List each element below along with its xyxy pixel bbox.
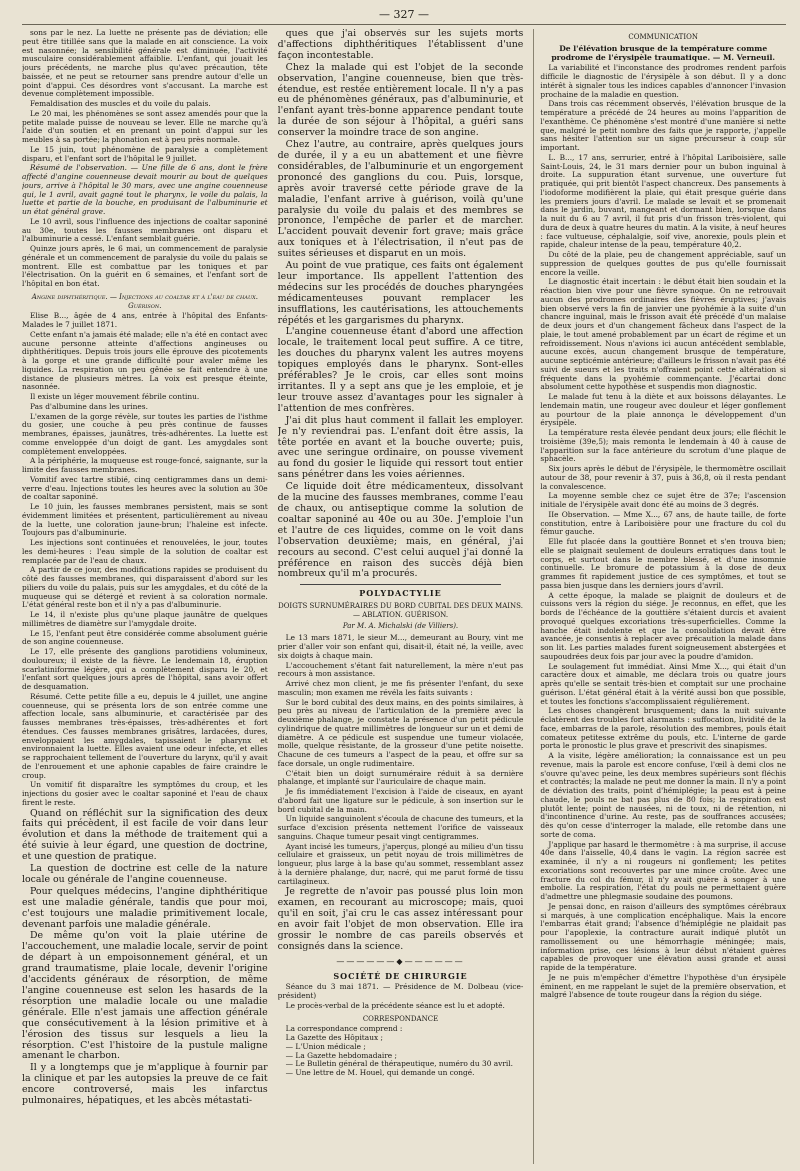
paragraph: La question de doctrine est celle de la nature locale ou générale de l'angine couenneuse.	[22, 863, 268, 885]
paragraph: Quand on réfléchit sur la signification des deux faits qui précèdent, il est facile de voir dans leur évolution et dans la méthode de traitement qui a été suivie à leur égard, une question de doctrine, et une question de pratique.	[22, 807, 268, 863]
paragraph: A la visite, légère amélioration; la connaissance est un peu revenue, mais la parole est encore confuse, l'œil à demi clos ne s'ouvre qu'avec peine, les deux membres supérieurs sont fléchis et contractés; la malade ne peut me donner la main. Il n'y a point de déviation des traits, point d'hémiplégie; la peau est à peine chaude, le pouls ne bat pas plus de 80 fois; la respiration est plutôt lente; point de nausées, ni de toux, ni de rétention, ni d'incontinence d'urine. Au reste, pas de souffrances accusées; dès qu'on cesse d'interroger la malade, elle retombe dans une sorte de coma.	[540, 751, 786, 839]
ornamental-divider: ——————◆——————	[336, 956, 465, 966]
correspondence-heading: CORRESPONDANCE	[362, 1014, 439, 1023]
list-item: — L'Union médicale ;	[285, 1041, 366, 1051]
paragraph: Il y a longtemps que je m'applique à fournir par la clinique et par les autopsies la preuve de ce fait encore controversé, mais les infarctus pulmonaires, hépatiques, et les abcès métastati-	[22, 1062, 268, 1107]
paragraph: L. B..., 17 ans, serrurier, entré à l'hôpital Lariboisière, salle Saint-Louis, 24, le 31 mars dernier pour un bubon inguinal à droite. La suppuration étant survenue, une ouverture fut pratiquée, qui prit bientôt l'aspect chancreux. Des pansements à l'iodoforme modifièrent la plaie, qui était presque guérie dans les premiers jours d'avril. Le malade se levait et se promenait dans le jardin, buvant, mangeant et dormant bien, lorsque dans la nuit du 6 au 7 avril, il fut pris d'un frisson très-violent, qui dura de deux à quatre heures du matin. A la visite, à neuf heures : face vultueuse, céphalalgie, soif vive, anorexie, pouls plein et rapide, chaleur intense de la peau, température 40,2.	[540, 152, 786, 250]
column-1	[22, 29, 268, 1164]
section-title: POLYDACTYLIE	[359, 588, 442, 599]
paragraph: Le 15, l'enfant peut être considérée comme absolument guérie de son angine couenneuse.	[22, 628, 268, 647]
paragraph: Chez l'autre, au contraire, après quelques jours de durée, il y a eu un abattement et une fièvre considérables, de l'albuminurie et un engorgement prononcé des ganglions du cou. Puis, lorsque, après avoir traversé cette période grave de la maladie, l'enfant arrive à guérison, voilà qu'une paralysie du voile du palais et des membres se prononce, l'empêche de parler et de marcher. L'accident pouvait devenir fort grave; mais grâce aux toniques et à l'électrisation, il n'eut pas de suites sérieuses et disparut en un mois.	[277, 139, 524, 260]
paragraph: De même qu'on voit la plaie utérine de l'accouchement, une maladie locale, servir de point de départ à un empoisonnement général, et un grand traumatisme, plaie locale, devenir l'origine d'accidents généraux de résorption, de même l'angine couenneuse est selon les hasards de la résorption une maladie locale ou une maladie générale. Elle n'est jamais une affection générale que consécutivement à la lésion primitive et à l'érosion des tissus sur lesquels a lieu la résorption. C'est l'histoire de la pustule maligne amenant le charbon.	[22, 930, 268, 1062]
paragraph: Un vomitif fit disparaître les symptômes du croup, et les injections du gosier avec le coaltar saponiné et l'eau de chaux firent le reste.	[22, 780, 268, 807]
paragraph: Un liquide sanguinolent s'écoula de chacune des tumeurs, et la surface d'excision présenta nettement l'orifice de vaisseaux sanguins. Chaque tumeur pesait vingt centigrammes.	[277, 814, 524, 841]
paragraph: Le 13 mars 1871, le sieur M..., demeurant au Boury, vint me prier d'aller voir son enfant qui, disait-il, était né, la veille, avec six doigts à chaque main.	[277, 633, 524, 660]
paragraph: Quinze jours après, le 6 mai, un commencement de paralysie générale et un commencement de paralysie du voile du palais se montrent. Elle est combattue par les toniques et par l'électrisation. On la guérit en 6 semaines, et l'enfant sort de l'hôpital en bon état.	[22, 244, 268, 288]
paragraph: Sur le bord cubital des deux mains, en des points similaires, à peu près au niveau de l'articulation de la première avec la deuxième phalange, je constate la présence d'un petit pédicule cylindrique de quatre millimètres de longueur sur un et demi de diamètre. A ce pédicule est suspendue une tumeur violacée, molle, quelque résistante, de la grosseur d'une petite noisette. Chacune de ces tumeurs a l'aspect de la peau, et offre sur sa face dorsale, un ongle rudimentaire.	[277, 697, 524, 768]
paragraph: Le soulagement fut immédiat. Ainsi Mme X..., qui était d'un caractère doux et aimable, me déclara trois ou quatre jours après qu'elle se sentait très-bien et comptait sur une prochaine guérison. L'état général était à la vérité aussi bon que possible, et toutes les fonctions s'accomplissaient régulièrement.	[540, 661, 786, 706]
paragraph: A cette époque, la malade se plaignit de douleurs et de cuissons vers la région du siége. Je reconnus, en effet, que les bords de l'échéance de la gouttière s'étaient durcis et avaient provoqué quelques excoriations très-superficielles. Comme la hanche était indolente et que la consolidation devait être avancée, je consentis à replacer avec précaution la malade dans son lit. Les parties malades furent soigneusement abstergées et saupoudrées deux fois par jour avec la poudre d'amidon.	[540, 590, 786, 661]
paragraph: Séance du 3 mai 1871. — Présidence de M. Dolbeau (vice-président)	[277, 982, 524, 1000]
list-item: — Le Bulletin général de thérapeutique, numéro du 30 avril.	[285, 1059, 513, 1069]
paragraph: Les choses changèrent brusquement; dans la nuit suivante éclatèrent des troubles fort alarmants : suffocation, lividité de la face, embarras de la parole, résolution des membres, pouls était comateux petitesse extrême du pouls, etc. L'interne de garde porta le pronostic le plus grave et prescrivit des sinapismes.	[540, 706, 786, 751]
paragraph: Le 14, il n'existe plus qu'une plaque jaunâtre de quelques millimètres de diamètre sur l'amygdale droite.	[22, 610, 268, 628]
correspondence-list	[278, 1034, 524, 1078]
paragraph: C'était bien un doigt surnuméraire réduit à sa dernière phalange, et implanté sur l'auriculaire de chaque main.	[277, 768, 524, 787]
paragraph: Le procès-verbal de la précédente séance est lu et adopté.	[285, 1000, 505, 1010]
paragraph: Je ne puis m'empêcher d'émettre l'hypothèse d'un érysipèle éminent, en me rappelant le sujet de la première observation, et malgré l'absence de toute rougeur dans la région du siége.	[540, 972, 786, 1000]
paragraph: sons par le nez. La luette ne présente pas de déviation; elle peut être titillée sans que la malade en ait conscience. La voix est nasonnée; la sensibilité générale est diminuée, l'activité musculaire considérablement affaiblie. L'enfant, qui jouait les jours précédents, ne marche plus qu'avec précaution, tête baissée, et ne peut se retourner sans prendre autour d'elle un point d'appui. Ces désordres vont s'accusant. La marche est devenue complètement impossible.	[22, 29, 268, 99]
paragraph: Résumé. Cette petite fille a eu, depuis le 4 juillet, une angine couenneuse, qui se présenta lors de son entrée comme une affection locale, sans albuminurie, et caractérisée par des fausses membranes très-épaisses, très-adhérentes et fort étendues. Ces fausses membranes grisâtres, lardacées, dures, enveloppaient les amygdales, tapissaient le pharynx et environnaient la luette. Elles avaient une odeur infecte, et elles se rapprochaient tellement de l'ouverture du larynx, qu'il y avait de l'enrouement et une aphonie capables de faire craindre le croup.	[22, 691, 268, 780]
paragraph: Le 15 juin, tout phénomène de paralysie a complètement disparu, et l'enfant sort de l'hôpital le 9 juillet.	[22, 144, 268, 163]
paragraph: IIe Observation. — Mme X..., 67 ans, de haute taille, de forte constitution, entre à Lariboisière pour une fracture du col du fémur gauche.	[540, 509, 786, 537]
columns	[22, 29, 786, 1164]
paragraph: Le 20 mai, les phénomènes se sont assez amendés pour que la petite malade puisse de nouveau se lever. Elle ne marche qu'à l'aide d'un soutien et en prenant un point d'appui sur les meubles à sa portée; la phonation est à peu près normale.	[22, 108, 268, 144]
observation-heading: Angine diphthéritique. — Injections au coaltar et à l'eau de chaux. Guérison.	[31, 292, 258, 310]
paragraph: Vomitif avec tartre stibié, cinq centigrammes dans un demi-verre d'eau. Injections toutes les heures avec la solution au 30e de coaltar saponiné.	[22, 474, 268, 502]
paragraph: Ayant incisé les tumeurs, j'aperçus, plongé au milieu d'un tissu cellulaire et graisseux, un petit noyau de trois millimètres de longueur, plus large à la base qu'au sommet, ressemblant assez à la dernière phalange, dur, nacré, qui me parut formé de tissu cartilagineux.	[277, 841, 524, 886]
paragraph: La variabilité et l'inconstance des prodromes rendent parfois difficile le diagnostic de l'érysipèle à son début. Il y a donc intérêt à signaler tous les indices capables d'annoncer l'invasion prochaine de la maladie en question.	[540, 63, 786, 99]
paragraph: Ce liquide doit être médicamenteux, dissolvant de la mucine des fausses membranes, comme l'eau de chaux, ou antiseptique comme la solution de coaltar saponiné au 40e ou au 30e. J'emploie l'un et l'autre de ces liquides, comme on le voit dans l'observation deuxième; mais, en général, j'ai recours au second. C'est celui auquel j'ai donné la préférence en raison des succès déjà bien nombreux qu'il m'a procurés.	[277, 481, 524, 580]
paragraph: Chez la malade qui est l'objet de la seconde observation, l'angine couenneuse, bien que très-étendue, est restée entièrement locale. Il n'y a pas eu de phénomènes généraux, pas d'albuminurie, et l'enfant ayant très-bonne apparence pendant toute la durée de son séjour à l'hôpital, a guéri sans conserver la moindre trace de son angine.	[277, 61, 524, 139]
paragraph: Il existe un léger mouvement fébrile continu.	[30, 392, 200, 401]
paragraph: L'examen de la gorge révèle, sur toutes les parties de l'isthme du gosier, une couche à peu près continue de fausses membranes, épaisses, jaunâtres, très-adhérentes. La luette est comme enveloppée d'un doigt de gant. Les amygdales sont complètement enveloppées.	[22, 411, 268, 456]
paragraph: J'ai dit plus haut comment il fallait les employer. Je n'y reviendrai pas. L'enfant doit être assis, la tête portée en avant et la bouche ouverte; puis, avec une seringue ordinaire, on pousse vivement au fond du gosier le liquide qui ressort tout entier sans pénétrer dans les voies aériennes.	[277, 414, 524, 481]
paragraph: Cette enfant n'a jamais été malade; elle n'a été en contact avec aucune personne atteinte d'affections angineuses ou diphthéritiques. Depuis trois jours elle éprouve des picotements à la gorge et une grande difficulté pour avaler même les liquides. La respiration un peu gênée se fait entendre à une distance de plusieurs mètres. La voix est presque éteinte, nasonnée.	[22, 329, 268, 392]
paragraph: A partir de ce jour, des modifications rapides se produisent du côté des fausses membranes, qui disparaissent d'abord sur les piliers du voile du palais, puis sur les amygdales, et du côté de la muqueuse qui se détergé et revient à sa coloration normale. L'état général reste bon et il n'y a pas d'albuminurie.	[22, 565, 268, 610]
list-item: — Une lettre de M. Houel, qui demande un congé.	[285, 1068, 475, 1077]
paragraph: La température resta élevée pendant deux jours; elle fléchit le troisième (39e,5); mais remonta le lendemain à 40 à cause de l'apparition sur la face antérieure du scrotum d'une plaque de sphacèle.	[540, 428, 786, 464]
paragraph: Le 17, elle présente des ganglions parotidiens volumineux, douloureux; il existe de la fièvre. Le lendemain 18, éruption scarlatiniforme légère, qui a complètement disparu le 20, et l'enfant sort quelques jours après de l'hôpital, sans avoir offert de desquamation.	[22, 647, 268, 691]
paragraph: Le 10 juin, les fausses membranes persistent, mais se sont évidemment limitées et présentent, particulièrement au niveau de la luette, une coloration jaune-brun; l'haleine est infecte. Toujours pas d'albuminurie.	[22, 502, 268, 538]
paragraph: Les injections sont continuées et renouvelées, le jour, toutes les demi-heures : l'eau simple de la solution de coaltar est remplacée par de l'eau de chaux.	[22, 538, 268, 565]
list-item: La Gazette des Hôpitaux ;	[285, 1033, 383, 1042]
paragraph: Arrivé chez mon client, je me fis présenter l'enfant, du sexe masculin; mon examen me révéla les faits suivants :	[277, 679, 524, 697]
divider	[300, 584, 502, 585]
paragraph: L'angine couenneuse étant d'abord une affection locale, le traitement local peut suffire. A ce titre, les douches du pharynx valent les autres moyens topiques employés dans le pharynx. Sont-elles préférables? Je le crois, car elles sont moins irritantes. Il y a sept ans que je les emploie, et je leur trouve assez d'avantages pour les signaler à l'attention de mes confrères.	[277, 326, 524, 414]
paragraph: La moyenne semble chez ce sujet être de 37e; l'ascension initiale de l'érysipèle avait donc été au moins de 3 degrés.	[540, 491, 786, 509]
page-number: — 327 —	[22, 8, 786, 25]
paragraph: Le malade fut tenu à la diète et aux boissons délayantes. Le lendemain matin, une rougeur avec douleur et léger gonflement au pourtour de la plaie annonça le développement d'un érysipèle.	[540, 392, 786, 428]
list-item: — La Gazette hebdomadaire ;	[285, 1050, 398, 1060]
paragraph: Six jours après le début de l'érysipèle, le thermomètre oscillait autour de 38, pour revenir à 37, puis à 36,8, où il resta pendant la convalescence.	[540, 464, 786, 491]
paragraph: Je regrette de n'avoir pas poussé plus loin mon examen, en recourant au microscope; mais, quoi qu'il en soit, j'ai cru le cas assez intéressant pour en avoir fait l'objet de mon observation. Elle ira grossir le nombre de cas pareils observés et consignés dans la science.	[277, 886, 524, 952]
paragraph: Je fis immédiatement l'excision à l'aide de ciseaux, en ayant d'abord fait une ligature sur le pédicule, à son insertion sur le bord cubital de la main.	[277, 787, 524, 814]
paragraph: Pour quelques médecins, l'angine diphthéritique est une maladie générale, tandis que pour moi, c'est toujours une maladie primitivement locale, devenant parfois une maladie générale.	[22, 885, 268, 930]
paragraph: Au point de vue pratique, ces faits ont également leur importance. Ils appellent l'attention des médecins sur les procédés de douches pharyngées médicamenteuses pouvant remplacer les insufflations, les cautérisations, les attouchements répétés et les gargarismes du pharynx.	[277, 260, 524, 326]
paragraph: Elise B..., âgée de 4 ans, entrée à l'hôpital des Enfants-Malades le 7 juillet 1871.	[22, 311, 268, 329]
paragraph: Elle fut placée dans la gouttière Bonnet et s'en trouva bien; elle se plaignait seulement de douleurs erratiques dans tout le corps, et surtout dans le membre blessé, et d'une insomnie continuelle. Le bromure de potassium à la dose de deux grammes fit rapidement justice de ces symptômes, et tout se passa bien jusque dans les derniers jours d'avril.	[540, 537, 786, 590]
communication-heading: COMMUNICATION	[628, 33, 698, 41]
author: Par M. A. Michalski (de Villiers).	[342, 621, 459, 630]
column-2	[278, 29, 524, 1164]
article-title: De l'élévation brusque de la température comme prodrome de l'érysipèle traumatique. — M. Verneuil.	[551, 43, 775, 62]
column-3	[533, 29, 786, 1164]
paragraph: Le 10 avril, sous l'influence des injections de coaltar saponiné au 30e, toutes les fausses membranes ont disparu et l'albuminurie a cessé. L'enfant semblait guérie.	[22, 216, 268, 244]
paragraph: Résumé de l'observation. — Une fille de 6 ans, dont le frère affecté d'angine couenneuse devait mourir au bout de quelques jours, arrive à l'hôpital le 30 mars, avec une angine couenneuse qui, le 1 avril, avait gagné tout le pharynx, le voile du palais, la luette et partie de la bouche, en produisant de l'albuminurie et un état général grave.	[22, 163, 268, 216]
paragraph: Dans trois cas récemment observés, l'élévation brusque de la température a précédé de 24 heures au moins l'apparition de l'exanthème. Ce phénomène s'est montré d'une manière si nette que, malgré le petit nombre des faits que je rapporte, j'appelle sans hésiter l'attention sur un signe précurseur à coup sûr important.	[540, 99, 786, 152]
paragraph: J'applique par hasard le thermomètre : à ma surprise, il accuse 40e dans l'aisselle, 40,4 dans le vagin. La région sacrée est examinée, il n'y a ni rougeurs ni gonflement; les petites excoriations sont recouvertes par une mince croûte. Avec une fracture du col du fémur, il n'y avait guère à songer à une embolie. La respiration, l'état du pouls ne permettaient guère d'admettre une phlegmasie soudaine des poumons.	[540, 839, 786, 901]
section-subtitle: DOIGTS SURNUMÉRAIRES DU BORD CUBITAL DES DEUX MAINS. — ABLATION. GUÉRISON.	[278, 602, 523, 619]
paragraph: A la périphérie, la muqueuse est rouge-foncé, saignante, sur la limite des fausses membranes.	[22, 456, 268, 474]
paragraph: Pas d'albumine dans les urines.	[30, 401, 148, 411]
section-title: SOCIÉTÉ DE CHIRURGIE	[333, 970, 468, 981]
paragraph: La correspondance comprend :	[285, 1024, 403, 1034]
paragraph: Le diagnostic était incertain : le début était bien soudain et la réaction bien vive pour une fièvre synoque. On ne retrouvait aucun des prodromes ordinaires des fièvres éruptives; j'avais bien observé vers la fin de janvier une pyohémie à la suite d'un chancre inguinal, mais le frisson avait été précédé d'un malaise de deux jours et d'un changement fâcheux dans l'aspect de la plaie, le tout amené probablement par un écart de régime et un refroidissement. Nous n'avions ici aucun antécédent semblable, aucune excès, aucun changement brusque de température, aucune septicémie antérieure; d'ailleurs le frisson n'avait pas été suivi de sueurs et les traits n'offraient point cette altération si fréquente dans la pyohémie commençante. J'écartai donc absolument cette hypothèse et suspendis mon diagnostic.	[540, 277, 786, 392]
paragraph: ques que j'ai observés sur les sujets morts d'affections diphthéritiques l'établissent d'une façon incontestable.	[277, 29, 524, 61]
paragraph: L'accouchement s'étant fait naturellement, la mère n'eut pas recours à mon assistance.	[277, 660, 524, 679]
paragraph: Du côté de la plaie, peu de changement appréciable, sauf un suppression de quelques gouttes de pus qu'elle fournissait encore la veille.	[540, 250, 786, 277]
paragraph: Femaldisation des muscles et du voile du palais.	[30, 99, 211, 108]
paragraph: Je pensai donc, en raison d'ailleurs des symptômes cérébraux si marqués, à une complication encéphalique. Mais la encore l'embarras était grand; l'absence d'hémiplégie ne plaidait pas pour l'apoplexie, la contracture aurait indiqué plutôt un ramollissement ou une hémorrhagie méningée; mais, information prise, ces lésions à leur début n'étaient guères capables de provoquer une élévation aussi grande et aussi rapide de la température.	[540, 901, 786, 972]
